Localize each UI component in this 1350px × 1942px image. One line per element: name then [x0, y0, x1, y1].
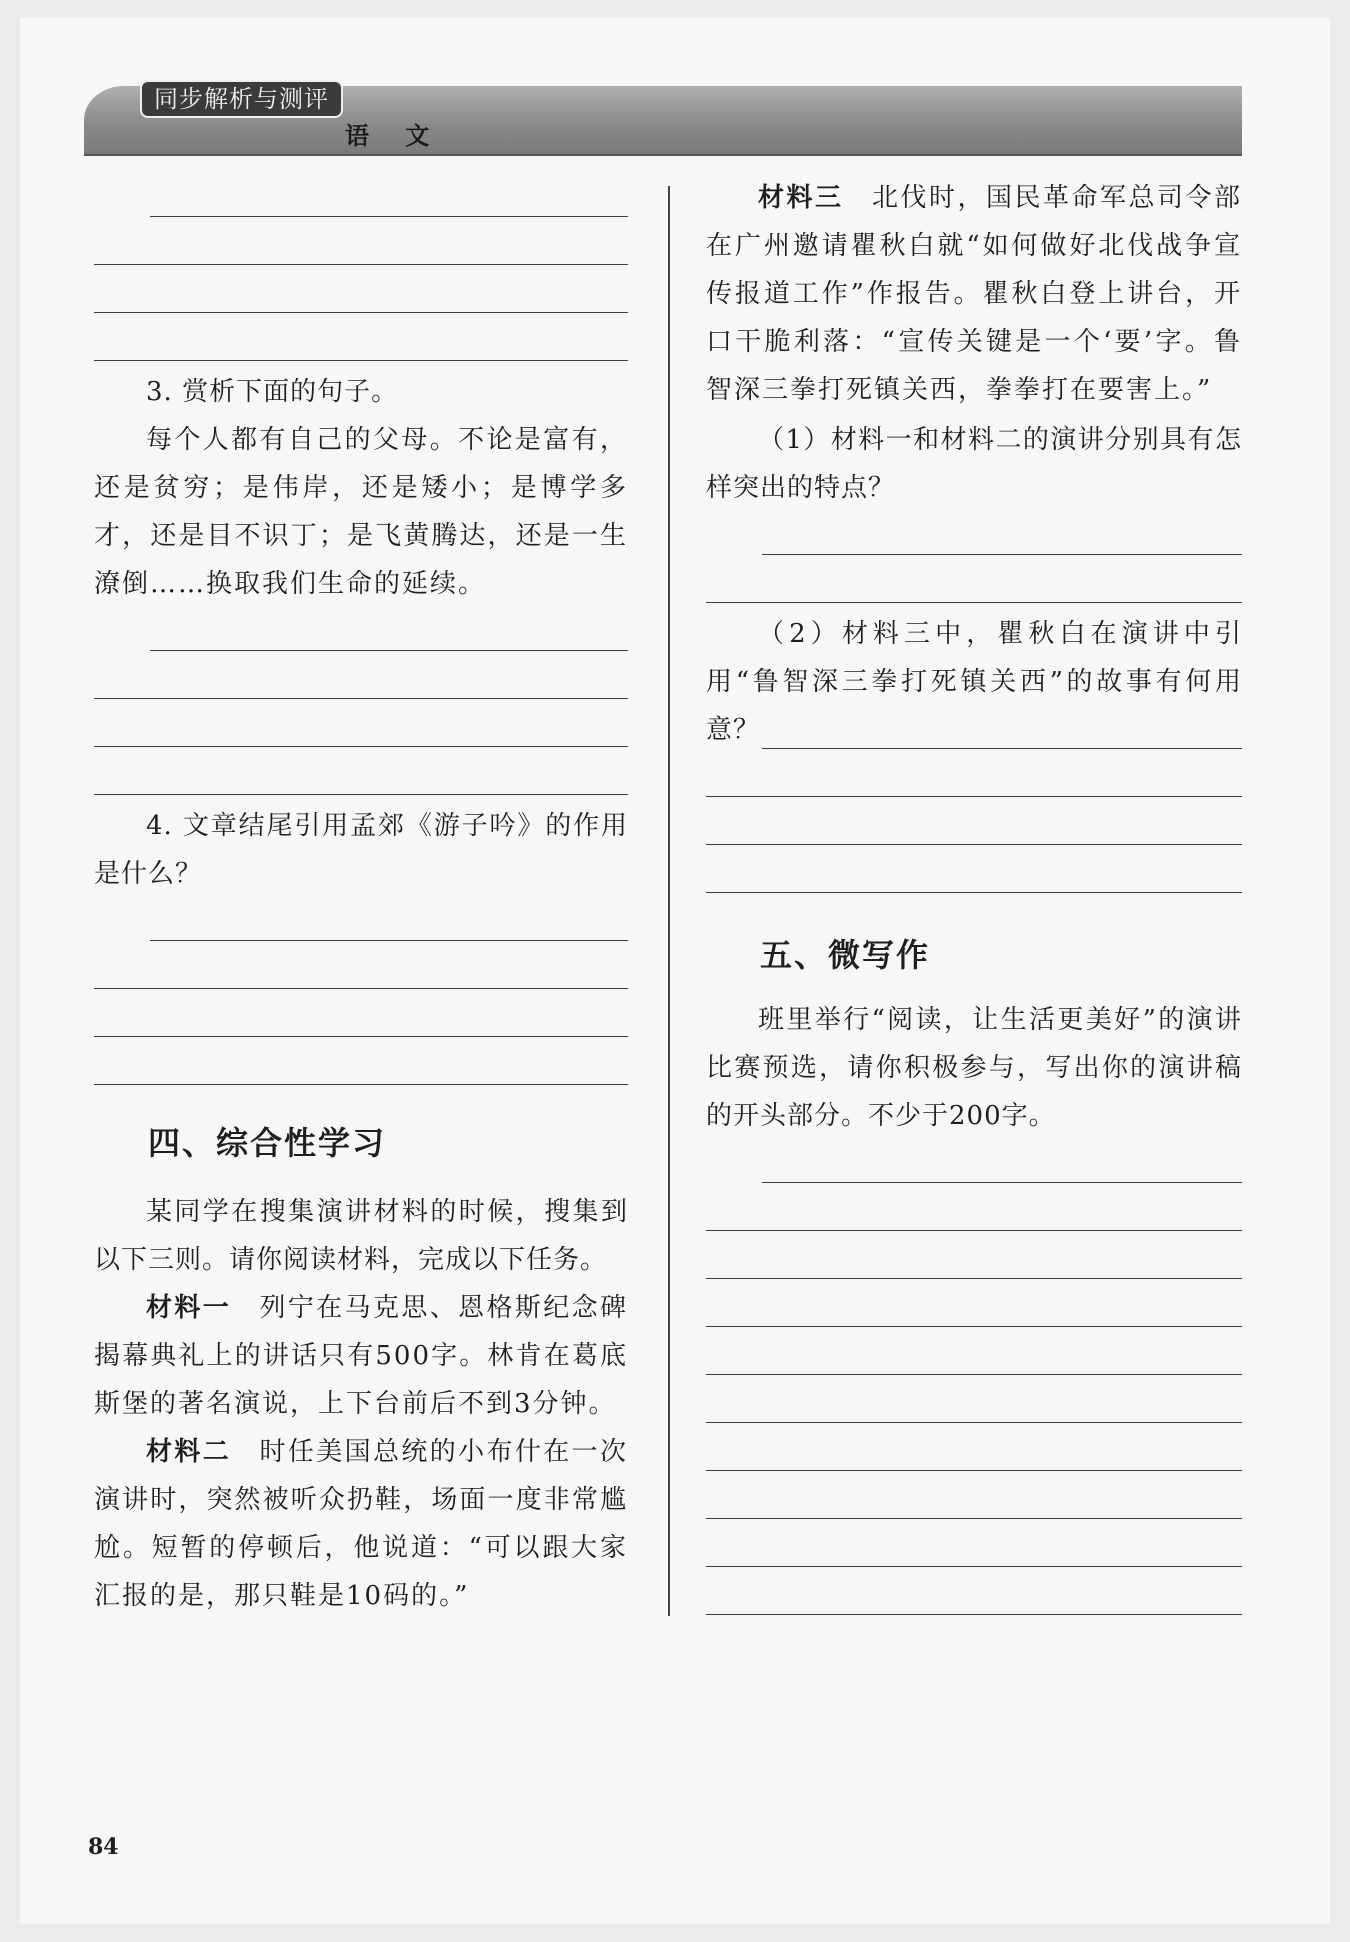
answer-line[interactable] — [706, 1230, 1242, 1231]
answer-line[interactable] — [706, 602, 1242, 603]
answer-line[interactable] — [706, 1326, 1242, 1327]
material-2-label: 材料二 — [146, 1437, 232, 1467]
material-1-label: 材料一 — [146, 1293, 232, 1323]
material-1-text: 列宁在马克思、恩格斯纪念碑揭幕典礼上的讲话只有500字。林肯在葛底斯堡的著名演说，上下台前后不到3分钟。 — [94, 1293, 628, 1419]
answer-line[interactable] — [94, 264, 628, 265]
answer-line[interactable] — [706, 1470, 1242, 1471]
answer-line[interactable] — [94, 988, 628, 989]
answer-line[interactable] — [706, 844, 1242, 845]
answer-line[interactable] — [706, 1278, 1242, 1279]
series-title: 同步解析与测评 — [140, 80, 343, 118]
answer-line[interactable] — [762, 554, 1242, 555]
answer-line[interactable] — [94, 312, 628, 313]
answer-line[interactable] — [94, 746, 628, 747]
question-3-title: 3. 赏析下面的句子。 — [146, 377, 399, 407]
answer-line[interactable] — [150, 216, 628, 217]
material-2-text: 时任美国总统的小布什在一次演讲时，突然被听众扔鞋，场面一度非常尴尬。短暂的停顿后，他说道：“可以跟大家汇报的是，那只鞋是10码的。” — [94, 1437, 628, 1611]
answer-line[interactable] — [706, 1566, 1242, 1567]
answer-line[interactable] — [706, 1422, 1242, 1423]
section-4-intro: 某同学在搜集演讲材料的时候，搜集到以下三则。请你阅读材料，完成以下任务。 — [94, 1197, 628, 1275]
answer-line[interactable] — [94, 360, 628, 361]
answer-line[interactable] — [94, 1084, 628, 1085]
answer-line[interactable] — [762, 748, 1242, 749]
question-3-quote: 每个人都有自己的父母。不论是富有，还是贫穷；是伟岸，还是矮小；是博学多才，还是目不识丁；是飞黄腾达，还是一生潦倒……换取我们生命的延续。 — [94, 425, 628, 599]
page-number: 84 — [88, 1834, 119, 1860]
material-1 — [94, 1284, 628, 1428]
answer-line[interactable] — [706, 1518, 1242, 1519]
task-1: （1）材料一和材料二的演讲分别具有怎样突出的特点？ — [706, 425, 1242, 503]
section-4-title: 四、综合性学习 — [148, 1124, 387, 1162]
column-divider — [668, 186, 670, 1616]
answer-line[interactable] — [762, 1182, 1242, 1183]
material-3-label: 材料三 — [758, 183, 844, 213]
material-2 — [94, 1428, 628, 1620]
answer-line[interactable] — [150, 940, 628, 941]
answer-line[interactable] — [150, 650, 628, 651]
task-2: （2）材料三中，瞿秋白在演讲中引用“鲁智深三拳打死镇关西”的故事有何用意？ — [706, 619, 1242, 745]
answer-line[interactable] — [94, 794, 628, 795]
section-5-prompt: 班里举行“阅读，让生活更美好”的演讲比赛预选，请你积极参与，写出你的演讲稿的开头部分。不少于200字。 — [706, 1005, 1242, 1131]
section-5-title: 五、微写作 — [760, 936, 931, 974]
answer-line[interactable] — [706, 1614, 1242, 1615]
answer-line[interactable] — [706, 892, 1242, 893]
question-4-title: 4. 文章结尾引用孟郊《游子吟》的作用是什么？ — [94, 811, 628, 889]
material-3-text: 北伐时，国民革命军总司令部在广州邀请瞿秋白就“如何做好北伐战争宣传报道工作”作报告。瞿秋白登上讲台，开口干脆利落：“宣传关键是一个‘要’字。鲁智深三拳打死镇关西，拳拳打在要害上。” — [706, 183, 1242, 405]
answer-line[interactable] — [94, 698, 628, 699]
subject-label: 语 文 — [345, 122, 444, 150]
answer-line[interactable] — [94, 1036, 628, 1037]
answer-line[interactable] — [706, 796, 1242, 797]
material-3 — [706, 174, 1242, 414]
answer-line[interactable] — [706, 1374, 1242, 1375]
